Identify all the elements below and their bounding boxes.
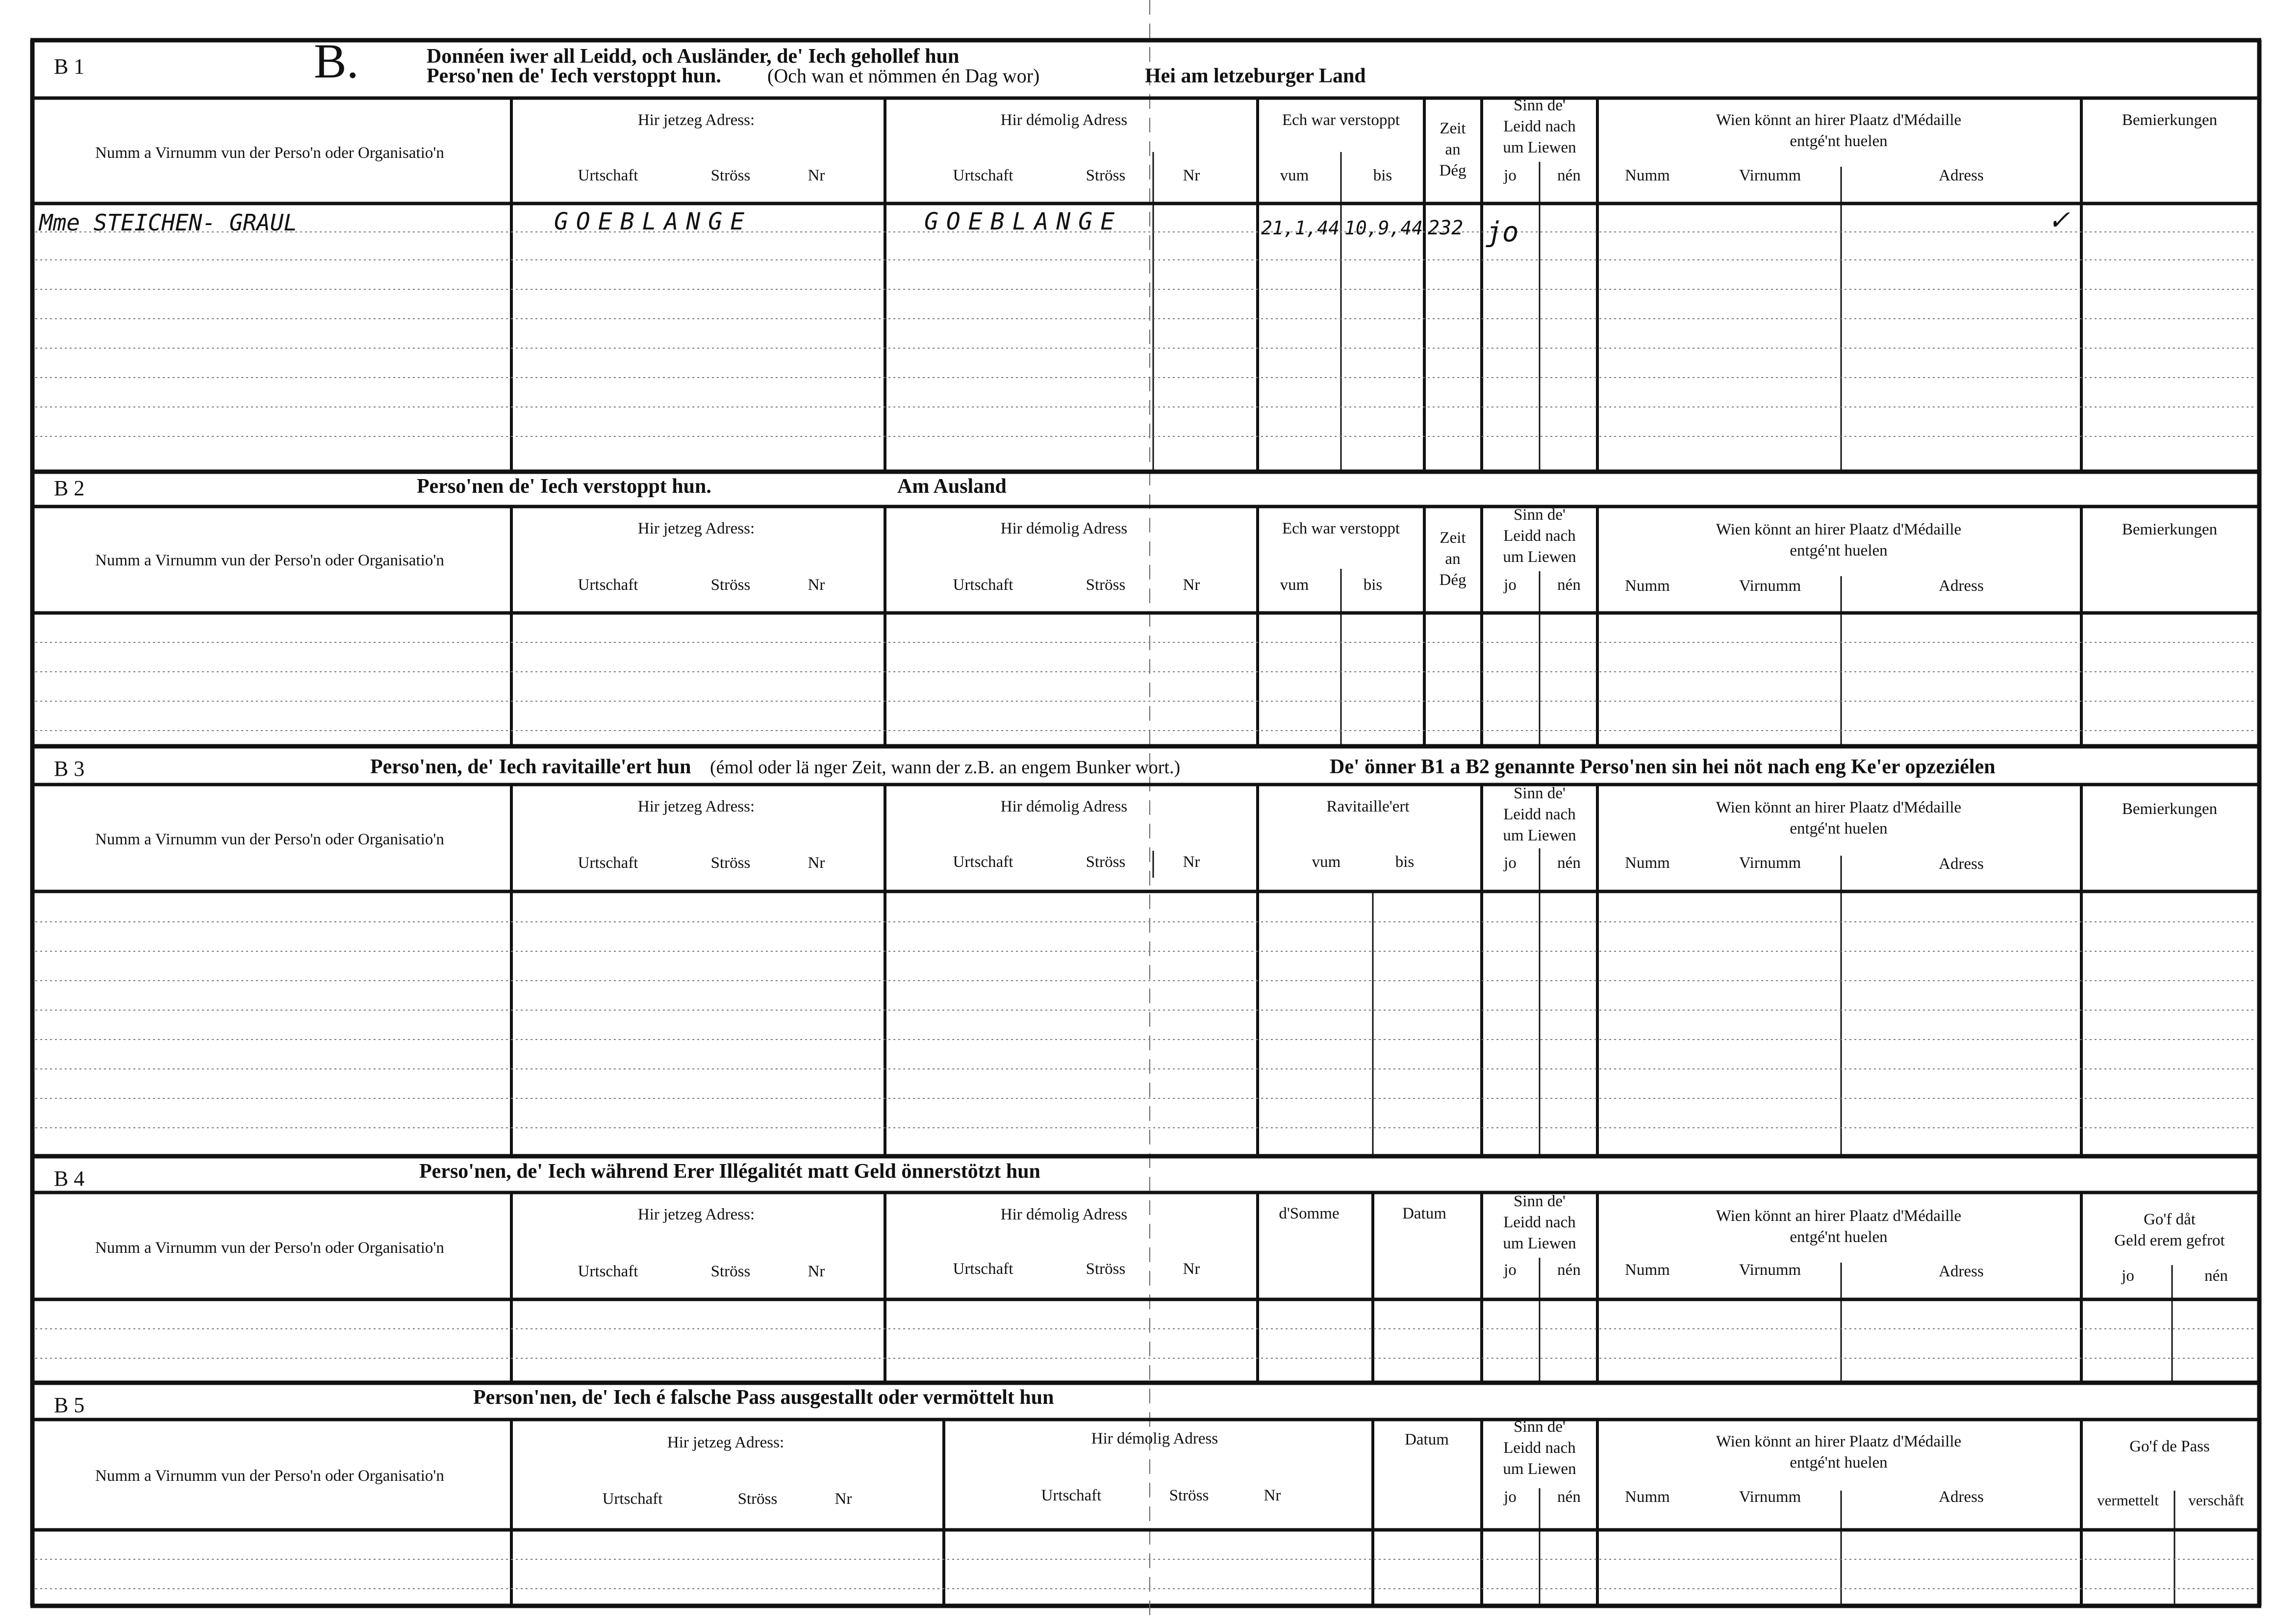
b3-col-former-street: Ströss (1086, 853, 1126, 871)
b1-col-current-nr: Nr (808, 167, 825, 184)
b2-col-remarks: Bemierkungen (2122, 521, 2218, 538)
b5-col-current-address: Hir jetzeg Adress: (667, 1434, 784, 1451)
section-b1-title-line1: Donnéen iwer all Leidd, och Ausländer, de' Iech gehollef hun (427, 45, 960, 68)
b3-col-current-town: Urtschaft (578, 854, 638, 872)
b3-col-yes: jo (1504, 854, 1517, 872)
b3-col-current-street: Ströss (710, 854, 751, 872)
b1-col-hidden: Ech war verstoppt (1282, 111, 1400, 129)
b3-col-former-nr: Nr (1183, 853, 1200, 871)
b3-col-former-town: Urtschaft (953, 853, 1013, 871)
b2-col-medal-2: entgé'nt huelen (1790, 542, 1888, 559)
b5-col-arranged: vermettelt (2097, 1492, 2159, 1509)
b1-col-suffer-1: Sinn de' (1514, 97, 1566, 114)
b1-col-medal-1: Wien könnt an hirer Plaatz d'Médaille (1716, 111, 1962, 129)
b2-col-medal-name: Numm (1625, 577, 1670, 595)
entry-hidden-from[interactable]: 21,1,44 (1261, 217, 1340, 239)
b2-col-time-2: an (1445, 550, 1461, 568)
section-b1-title-line2: Perso'nen de' Iech verstoppt hun. (427, 65, 721, 87)
b2-col-former-town: Urtschaft (953, 576, 1013, 594)
b4-col-suffer-2: Leidd nach (1503, 1214, 1576, 1231)
b5-col-procured: verschåft (2188, 1492, 2244, 1509)
section-b5 (30, 1386, 2261, 1606)
section-b5-id: B 5 (54, 1393, 85, 1417)
section-b2-id: B 2 (54, 476, 85, 500)
b2-col-no: nén (1557, 576, 1581, 594)
b1-col-yes: jo (1504, 167, 1517, 184)
b1-col-time-2: an (1445, 141, 1461, 158)
b1-col-medal-address: Adress (1939, 167, 1984, 184)
b3-col-medal-first: Virnumm (1739, 854, 1801, 872)
b4-col-current-nr: Nr (808, 1263, 825, 1280)
entry-remarks-check[interactable]: ✓ (2049, 201, 2068, 237)
b1-col-time-3: Dég (1439, 162, 1466, 179)
section-b3-title: Perso'nen, de' Iech ravitaille'ert hun (370, 756, 691, 778)
b4-col-medal-first: Virnumm (1739, 1261, 1801, 1279)
section-b1 (30, 34, 2261, 472)
b3-col-medal-2: entgé'nt huelen (1790, 820, 1888, 837)
entry-current-town[interactable]: GOEBLANGE (554, 208, 753, 235)
b3-col-medal-1: Wien könnt an hirer Plaatz d'Médaille (1716, 799, 1962, 816)
b2-col-medal-address: Adress (1939, 577, 1984, 595)
section-b2 (30, 475, 2261, 746)
b2-col-hidden: Ech war verstoppt (1282, 520, 1400, 537)
section-b4 (30, 1160, 2261, 1383)
b1-col-no: nén (1557, 167, 1581, 184)
b4-col-suffer-3: um Liewen (1503, 1235, 1576, 1252)
entry-name[interactable]: Mme STEICHEN- GRAUL (39, 209, 298, 236)
b5-col-yes: jo (1504, 1488, 1517, 1506)
b2-col-current-street: Ströss (710, 576, 751, 594)
section-b2-title: Perso'nen de' Iech verstoppt hun. (417, 475, 711, 498)
b4-col-name: Numm a Virnumm vun der Perso'n oder Organisatio'n (95, 1239, 444, 1257)
b4-col-money-no: nén (2204, 1267, 2228, 1285)
b2-col-yes: jo (1504, 576, 1517, 594)
b5-col-current-nr: Nr (834, 1490, 852, 1508)
b3-col-suffer-1: Sinn de' (1514, 785, 1566, 802)
b2-col-to: bis (1363, 576, 1383, 594)
b1-col-medal-2: entgé'nt huelen (1790, 132, 1888, 150)
b5-col-medal-2: entgé'nt huelen (1790, 1454, 1888, 1472)
section-b5-title: Person'nen, de' Iech é falsche Pass ausgestallt oder vermöttelt hun (473, 1386, 1054, 1409)
b3-col-medal-address: Adress (1939, 855, 1984, 873)
b2-col-former-address: Hir démolig Adress (1000, 520, 1128, 537)
b2-col-medal-first: Virnumm (1739, 577, 1801, 595)
b3-col-no: nén (1557, 854, 1581, 872)
b5-col-medal-address: Adress (1939, 1488, 1984, 1506)
b3-col-former-address: Hir démolig Adress (1000, 798, 1128, 815)
b3-col-current-address: Hir jetzeg Adress: (637, 798, 755, 815)
b2-col-time-1: Zeit (1440, 529, 1466, 547)
b2-col-current-nr: Nr (808, 576, 825, 594)
b5-col-suffer-1: Sinn de' (1514, 1418, 1566, 1436)
b1-col-suffer-2: Leidd nach (1503, 118, 1576, 135)
section-b2-title-region: Am Ausland (897, 475, 1007, 498)
b5-col-medal-first: Virnumm (1739, 1488, 1801, 1506)
b5-col-medal-1: Wien könnt an hirer Plaatz d'Médaille (1716, 1433, 1962, 1450)
b1-col-current-town: Urtschaft (578, 167, 638, 184)
b2-col-from: vum (1280, 576, 1309, 594)
section-b1-title-note: (Och wan et nömmen én Dag wor) (767, 65, 1040, 87)
b4-col-money-yes: jo (2122, 1267, 2134, 1285)
b5-col-suffer-3: um Liewen (1503, 1460, 1576, 1478)
b1-col-former-nr: Nr (1183, 167, 1200, 184)
b1-col-former-town: Urtschaft (953, 167, 1013, 184)
section-b3-title-extra: De' önner B1 a B2 genannte Perso'nen sin hei nöt nach eng Ke'er opzeziélen (1330, 756, 1996, 778)
section-b3 (30, 756, 2261, 1156)
b5-col-date: Datum (1405, 1431, 1449, 1448)
b1-col-medal-first: Virnumm (1739, 167, 1801, 184)
b3-col-medal-name: Numm (1625, 854, 1670, 872)
b5-col-former-street: Ströss (1169, 1487, 1209, 1504)
b4-col-former-town: Urtschaft (953, 1260, 1013, 1278)
b4-col-money-1: Go'f dåt (2144, 1211, 2196, 1228)
b4-col-medal-2: entgé'nt huelen (1790, 1228, 1888, 1246)
b2-col-time-3: Dég (1439, 571, 1466, 589)
b3-col-remarks: Bemierkungen (2122, 800, 2218, 818)
b2-col-name: Numm a Virnumm vun der Perso'n oder Organisatio'n (95, 552, 444, 569)
b2-col-current-town: Urtschaft (578, 576, 638, 594)
b2-col-current-address: Hir jetzeg Adress: (637, 520, 755, 537)
b5-col-pass: Go'f de Pass (2129, 1438, 2210, 1455)
form-letter: B. (314, 34, 359, 88)
b1-col-medal-name: Numm (1625, 167, 1670, 184)
b5-col-former-address: Hir démolig Adress (1091, 1430, 1218, 1447)
b5-col-suffer-2: Leidd nach (1503, 1439, 1576, 1457)
b3-col-current-nr: Nr (808, 854, 825, 872)
b2-col-former-street: Ströss (1086, 576, 1126, 594)
b1-col-remarks: Bemierkungen (2122, 111, 2218, 129)
b5-col-current-street: Ströss (737, 1490, 778, 1508)
entry-suffered-yes[interactable]: jo (1486, 216, 1519, 248)
b1-col-former-address: Hir démolig Adress (1000, 111, 1128, 129)
b5-col-medal-name: Numm (1625, 1488, 1670, 1506)
b2-col-medal-1: Wien könnt an hirer Plaatz d'Médaille (1716, 521, 1962, 538)
entry-hidden-to[interactable]: 10,9,44 (1344, 217, 1423, 239)
b1-col-current-street: Ströss (710, 167, 751, 184)
b4-col-money-2: Geld erem gefrot (2114, 1232, 2225, 1249)
section-b3-title-note: (émol oder lä nger Zeit, wann der z.B. an engem Bunker wort.) (710, 757, 1181, 778)
b5-col-no: nén (1557, 1488, 1581, 1506)
entry-days[interactable]: 232 (1428, 217, 1464, 239)
b5-col-former-town: Urtschaft (1041, 1487, 1102, 1504)
b4-col-yes: jo (1504, 1261, 1517, 1279)
b4-col-current-street: Ströss (710, 1263, 751, 1280)
section-b3-id: B 3 (54, 757, 85, 781)
b3-col-name: Numm a Virnumm vun der Perso'n oder Organisatio'n (95, 831, 444, 848)
b2-col-suffer-3: um Liewen (1503, 548, 1576, 566)
b4-col-former-street: Ströss (1086, 1260, 1126, 1278)
b4-col-suffer-1: Sinn de' (1514, 1193, 1566, 1210)
entry-former-town[interactable]: GOEBLANGE (924, 208, 1123, 235)
b1-col-former-street: Ströss (1086, 167, 1126, 184)
b4-col-former-nr: Nr (1183, 1260, 1200, 1278)
b3-col-from: vum (1312, 853, 1341, 871)
b1-col-name: Numm a Virnumm vun der Perso'n oder Organisatio'n (95, 144, 444, 162)
b4-col-current-address: Hir jetzeg Adress: (637, 1206, 755, 1223)
b4-col-medal-1: Wien könnt an hirer Plaatz d'Médaille (1716, 1207, 1962, 1225)
b4-col-no: nén (1557, 1261, 1581, 1279)
outer-frame (30, 40, 2261, 1606)
b4-col-date: Datum (1402, 1205, 1446, 1222)
b3-col-supplied: Ravitaille'ert (1326, 798, 1410, 815)
b1-col-from: vum (1280, 167, 1309, 184)
b2-col-former-nr: Nr (1183, 576, 1200, 594)
b1-col-suffer-3: um Liewen (1503, 139, 1576, 156)
section-b4-title: Perso'nen, de' Iech während Erer Illégalitét matt Geld önnerstötzt hun (419, 1160, 1040, 1183)
b1-col-time-1: Zeit (1440, 120, 1466, 137)
b2-col-suffer-2: Leidd nach (1503, 527, 1576, 545)
b4-col-medal-address: Adress (1939, 1263, 1984, 1280)
b1-col-current-address: Hir jetzeg Adress: (637, 111, 755, 129)
b4-col-current-town: Urtschaft (578, 1263, 638, 1280)
b5-col-name: Numm a Virnumm vun der Perso'n oder Organisatio'n (95, 1467, 444, 1485)
b4-col-sum: d'Somme (1279, 1205, 1340, 1222)
b2-col-suffer-1: Sinn de' (1514, 506, 1566, 524)
b5-col-former-nr: Nr (1264, 1487, 1281, 1504)
b3-col-to: bis (1395, 853, 1415, 871)
b3-col-suffer-3: um Liewen (1503, 827, 1576, 844)
section-b4-id: B 4 (54, 1167, 85, 1191)
b3-col-suffer-2: Leidd nach (1503, 806, 1576, 823)
section-b1-title-region: Hei am letzeburger Land (1145, 65, 1366, 87)
b5-col-current-town: Urtschaft (602, 1490, 663, 1508)
b4-col-medal-name: Numm (1625, 1261, 1670, 1279)
b1-col-to: bis (1373, 167, 1392, 184)
section-b1-id: B 1 (54, 54, 85, 78)
b4-col-former-address: Hir démolig Adress (1000, 1206, 1128, 1223)
